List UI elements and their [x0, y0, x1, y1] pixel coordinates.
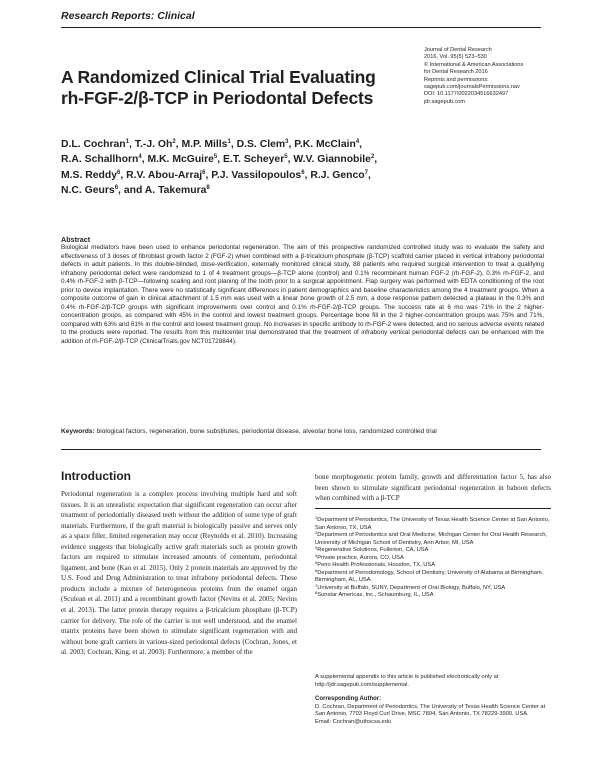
section-label: Research Reports: Clinical — [61, 10, 195, 22]
author-name: T.-J. Oh — [134, 139, 173, 150]
journal-info-line: DOI: 10.1177/0022034516632497 — [424, 91, 509, 98]
affiliation-number: 7 — [315, 582, 318, 588]
author-name: N.C. Geurs — [61, 185, 115, 197]
author-affiliation-marker: 2 — [370, 154, 375, 161]
journal-info-line: sagepub.com/journalsPermissions.nav — [424, 84, 520, 91]
affiliation-number: 5 — [315, 560, 318, 565]
affiliation-item — [315, 567, 553, 585]
author-affiliation-marker: 6 — [301, 169, 305, 176]
affiliation-number: 1 — [315, 515, 318, 520]
author-affiliation-marker: 5 — [213, 154, 218, 161]
journal-info-line: Journal of Dental Research — [424, 47, 492, 53]
author-name: D.L. Cochran — [61, 139, 126, 150]
top-divider — [61, 27, 541, 28]
author-name: W.V. Giannobile — [293, 154, 371, 166]
author-affiliation-marker: 1 — [125, 139, 130, 145]
affiliation-item — [315, 592, 553, 600]
article-title: A Randomized Clinical Trial Evaluating rh-FGF-2/β-TCP in Periodontal Defects — [61, 67, 376, 108]
affiliation-item — [315, 582, 553, 593]
journal-info-line: Reprints and permissions: — [424, 76, 489, 83]
author-affiliation-marker: 3 — [285, 139, 289, 145]
journal-info-line: jdr.sagepub.com — [424, 98, 466, 105]
affiliation-item — [315, 517, 553, 532]
author-name: P.J. Vassilopoulos — [211, 169, 302, 181]
corresponding-author-address: D. Cochran, Department of Periodontics, The University of Texas Health Science Center at San Antonio, 7703 Floyd Curl Drive, MSC 7894, San Antonio, TX 78229-3900, USA. — [315, 703, 546, 717]
journal-info-line: 2016, Vol. 95(5) 523–530 — [424, 54, 487, 61]
author-list: D.L. Cochran$^1$, T.-J. Oh$^2$, M.P. Mills$^1$, D.S. Clem$^3$, P.K. McClain$^4$, R.A. Schallhorn$^4$, M.K. McGuire$^5$, E.T. Scheyer$^5$, W.V. Giannobile$^2$, M.S. Reddy$^6$, R.V. Abou-Arraj$^6$, P.J. Vassilopoulos$^6$, R.J. Genco$^7$, N.C. Geurs$^6$, and A. Takemura$^8$ — [61, 139, 378, 197]
author-name: P.K. McClain — [294, 139, 356, 150]
author-affiliation-marker: 6 — [202, 169, 206, 176]
keywords — [61, 428, 544, 437]
affiliation-item — [315, 547, 553, 555]
affiliation-text: Regenerative Solutions, Fullerton, CA, USA — [317, 547, 429, 553]
affiliation-number: 4 — [315, 552, 318, 558]
abstract-text: Biological mediators have been used to enhance periodontal regeneration. The aim of this prospective randomized controlled study was to evaluate the safety and effectiveness of 3 doses of fibroblast growth factor 2 (FGF-2) when combined with a β-tricalcium phosphate (β-TCP) scaffold carrier placed in vertical infrabony periodontal defects in adult patients. In this double-blinded, dose-verification, externally monitored clinical study, 88 patients who required surgical intervention to treat a qualifying infrabony periodontal defect were randomized to 1 of 4 treatment groups—β-TCP alone (control) and 0.1% recombinant human FGF-2 (rh-FGF-2), 0.3% rh-FGF-2, and 0.4% rh-FGF-2 with β-TCP—following scaling and root planing of the tooth prior to a surgical appointment. Flap surgery was performed with EDTA conditioning of the root prior to device implantation. There were no statistically significant differences in patient demographics and baseline characteristics among the 4 treatment groups. When a composite outcome of gain in clinical attachment of 1.5 mm was used with a linear bone growth of 2.5 mm, a dose response pattern detected a plateau in the 0.3% and 0.4% rh-FGF-2/β-TCP groups with significant improvements over control and 0.1% rh-FGF-2/β-TCP groups. The success rate at 6 mo was 71% in the 2 higher-concentration groups, as compared with 45% in the control and lowest treatment groups. Percentage bone fill in the 2 higher-concentration groups was 75% and 71%, compared with 63% and 61% in the control and lowest treatment group. No increases in specific antibody to rh-FGF-2 were detected, and no serious adverse events related to the products were reported. The results from this multicenter trial demonstrated that the treatment of infrabony vertical periodontal defects can be enhanced with the addition of rh-FGF-2/β-TCP (ClinicalTrials.gov NCT01728844). — [61, 244, 544, 346]
affiliation-text: Department of Periodontology, School of Dentistry, University of Alabama at Birmingham, Birmingham, AL, USA — [315, 569, 544, 583]
affiliation-text: University at Buffalo, SUNY, Department of Oral Biology, Buffalo, NY, USA — [317, 584, 506, 591]
author-name: R.V. Abou-Arraj — [126, 169, 203, 181]
author-name: M.K. McGuire — [147, 154, 214, 166]
supplemental-note: A supplemental appendix to this article is published electronically only at http://jdr.sagepub.com/supplemental. — [315, 674, 499, 688]
affiliation-item — [315, 562, 553, 570]
affiliation-text: Department of Periodontics and Oral Medicine, Michigan Center for Oral Health Research, University of Michigan School of Dentistry, Ann Arbor, MI, USA — [315, 532, 548, 546]
keywords-text: biological factors, regeneration, bone substitutes, periodontal disease, alveolar bone loss, randomized controlled trial — [96, 428, 437, 435]
journal-info — [424, 47, 564, 106]
author-name: M.S. Reddy — [61, 169, 118, 181]
abstract-heading: Abstract — [61, 235, 91, 244]
affiliation-text: Sunstar Americas, Inc., Schaumburg, IL, USA — [317, 592, 434, 598]
author-affiliation-marker: 1 — [227, 139, 231, 145]
author-name: R.J. Genco — [310, 169, 365, 181]
author-affiliation-marker: 6 — [117, 169, 121, 176]
author-affiliation-marker: 7 — [364, 169, 368, 176]
corresponding-author — [315, 696, 553, 726]
author-affiliation-marker: 8 — [206, 185, 210, 192]
corresponding-author-heading: Corresponding Author: — [315, 696, 382, 702]
author-affiliation-marker: 4 — [138, 154, 142, 161]
footnote-divider — [315, 508, 551, 509]
corresponding-author-email: Email: Cochran@uthscsa.edu — [315, 718, 392, 725]
introduction-paragraph: Periodontal regeneration is a complex process involving multiple hard and soft tissues. It is an unrealistic expectation that significant regeneration can occur after treatment of periodontally diseased teeth without the addition of some type of graft materials. Furthermore, if the graft material is biologically passive and serves only as a space filler, limited regeneration may occur (Reynolds et al. 2010). Increasing evidence suggests that biologically active graft materials such as protein growth factors are required to stimulate increased amounts of cementum, periodontal ligament, and bone (Kao et al. 2015). Only 2 protein materials are approved by the U.S. Food and Drug Administration to treat infrabony periodontal defects. These products include a mixture of heterogeneous proteins from the enamel organ (Sculean et al. 2011) and a recombinant growth factor (Nevins et al. 2005; Nevins et al. 2013). The latter protein therapy requires a β-tricalcium phosphate (β-TCP) carrier for delivery. The role of the carrier is not well understood, and the enamel matrix proteins have been shown to stimulate significant regeneration with and without bone graft carriers in various-sized periodontal defects (Cochran, Jones, et al. 2003; Cochran, King, et al. 2003). Furthermore, a member of the — [61, 490, 297, 657]
affiliation-item — [315, 532, 553, 547]
affiliation-text: Perio Health Professionals, Houston, TX, USA — [317, 562, 436, 568]
affiliation-number: 8 — [315, 590, 318, 595]
introduction-heading: Introduction — [61, 469, 131, 483]
affiliation-footnotes — [315, 517, 553, 600]
author-affiliation-marker: 5 — [284, 154, 288, 161]
author-affiliation-marker: 2 — [172, 139, 176, 145]
keywords-label: Keywords: — [61, 428, 95, 435]
author-affiliation-marker: 4 — [355, 139, 360, 145]
affiliation-number: 2 — [315, 530, 318, 535]
affiliation-text: Private practice, Aurora, CO, USA — [317, 554, 404, 561]
journal-info-line: for Dental Research 2016 — [424, 69, 488, 76]
author-name: M.P. Mills — [181, 139, 228, 150]
author-name: R.A. Schallhorn — [61, 154, 139, 166]
introduction-right-column: bone morphogenetic protein family, growth and differentiation factor 5, has also been shown to stimulate significant periodontal regeneration in baboon defects when combined with a β-TCP — [315, 473, 551, 503]
journal-info-line: © International & American Associations — [424, 61, 524, 68]
affiliation-number: 3 — [315, 545, 318, 550]
author-affiliation-marker: 6 — [114, 185, 119, 192]
author-name: A. Takemura — [144, 185, 207, 197]
introduction-left-column — [61, 489, 297, 658]
affiliation-text: Department of Periodontics, The University of Texas Health Science Center at San Antonio, San Antonio, TX, USA — [315, 517, 550, 531]
section-divider — [61, 449, 541, 450]
affiliation-number: 6 — [315, 567, 318, 573]
affiliation-item — [315, 552, 553, 563]
author-name: D.S. Clem — [236, 139, 286, 150]
author-name: E.T. Scheyer — [223, 154, 285, 166]
